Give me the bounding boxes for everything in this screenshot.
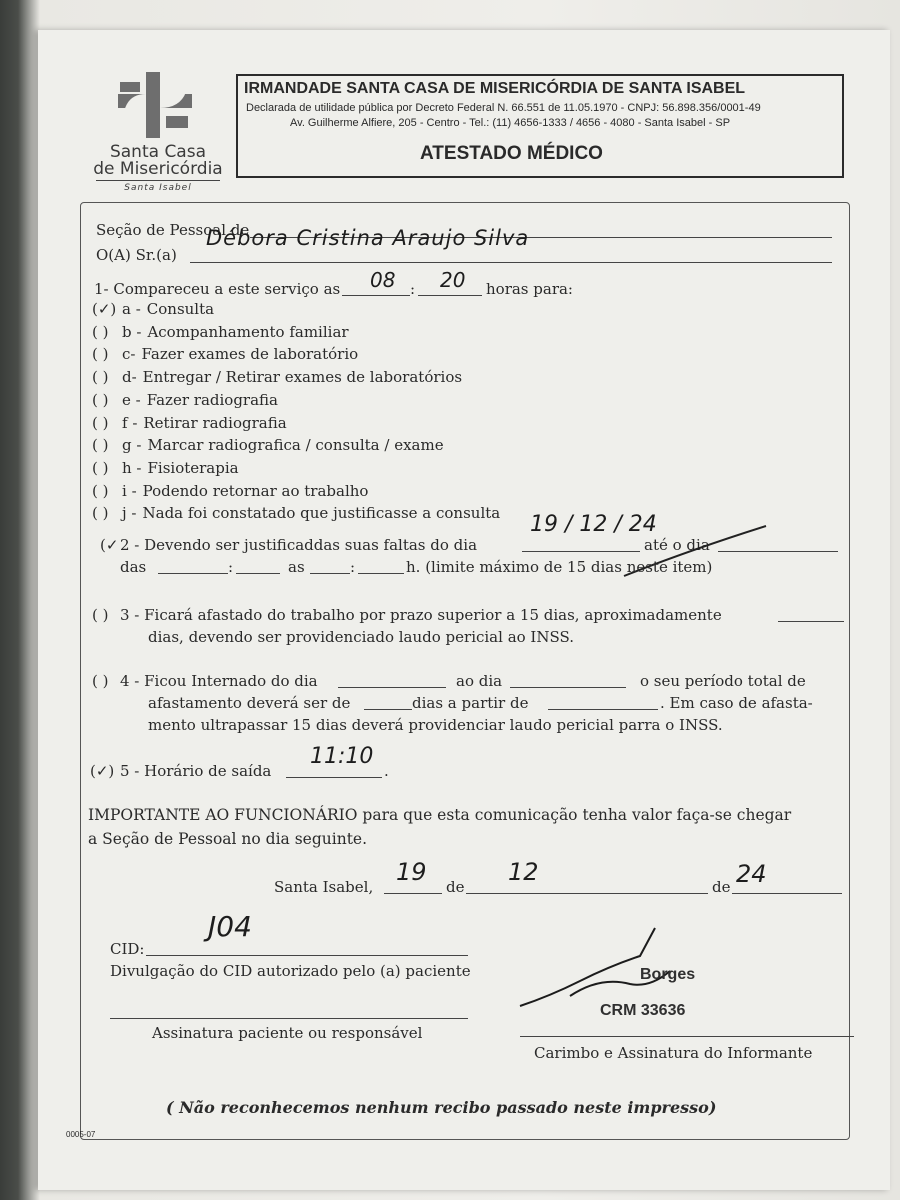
option-checkbox[interactable]: ( )	[92, 345, 109, 364]
option-checkbox[interactable]: (✓)	[92, 300, 117, 318]
minute-value: 20	[440, 268, 466, 292]
option-letter: c-	[122, 345, 136, 364]
item4-line1a: 4 - Ficou Internado do dia	[120, 672, 318, 690]
option-letter: h -	[122, 458, 142, 477]
logo-name-line1: Santa Casa	[109, 142, 207, 162]
option-row[interactable]	[92, 345, 358, 363]
option-text: Consulta	[146, 300, 215, 318]
item5-value: 11:10	[310, 744, 374, 769]
option-letter: f -	[122, 413, 138, 432]
institution-name: IRMANDADE SANTA CASA DE MISERICÓRDIA DE SANTA ISABEL	[244, 80, 746, 97]
option-row[interactable]	[92, 504, 500, 522]
option-checkbox[interactable]: ( )	[92, 481, 109, 500]
de-1: de	[446, 878, 465, 896]
option-text: Fisioterapia	[147, 458, 239, 477]
day-value: 19	[396, 858, 427, 886]
cid-label: CID:	[110, 940, 145, 958]
option-row[interactable]	[92, 323, 349, 341]
stamp-crm: CRM 33636	[600, 1002, 686, 1019]
patient-name: Débora Cristina Araujo Silva	[206, 226, 530, 250]
footer-note: ( Não reconhecemos nenhum recibo passado neste impresso)	[166, 1098, 717, 1117]
option-checkbox[interactable]: ( )	[92, 458, 109, 477]
option-text: Fazer radiografia	[146, 390, 278, 409]
informant-signature-line	[520, 1036, 854, 1037]
option-letter: g -	[122, 436, 142, 455]
form-code: 0005-07	[66, 1130, 96, 1139]
cid-note: Divulgação do CID autorizado pelo (a) paciente	[110, 962, 471, 980]
option-checkbox[interactable]: ( )	[92, 413, 109, 432]
item2-ate: até o dia	[644, 536, 710, 554]
item2-das: das	[120, 558, 147, 576]
item4-line2b: dias a partir de	[412, 694, 529, 712]
option-text: Acompanhamento familiar	[147, 322, 349, 341]
option-row[interactable]	[92, 300, 214, 318]
option-checkbox[interactable]: ( )	[92, 368, 109, 387]
option-checkbox[interactable]: ( )	[92, 322, 109, 341]
option-row[interactable]	[92, 482, 368, 500]
city-label: Santa Isabel,	[274, 878, 374, 896]
signature-patient-label: Assinatura paciente ou responsável	[152, 1024, 423, 1042]
logo-divider	[96, 180, 220, 181]
item4-line1b: ao dia	[456, 672, 503, 690]
item2-date: 19 / 12 / 24	[530, 512, 657, 537]
option-row[interactable]	[92, 436, 444, 454]
option-letter: b -	[122, 322, 142, 341]
item2-text: 2 - Devendo ser justificaddas suas faltas do dia	[120, 536, 478, 554]
importante-line2: a Seção de Pessoal no dia seguinte.	[88, 830, 368, 848]
item3-mark[interactable]: ( )	[92, 606, 109, 624]
option-letter: i -	[122, 481, 137, 500]
sr-label: O(A) Sr.(a)	[96, 246, 177, 264]
form-frame	[80, 202, 850, 1140]
option-text: Retirar radiografia	[143, 413, 287, 432]
importante-line1: IMPORTANTE AO FUNCIONÁRIO para que esta comunicação tenha valor faça-se chegar	[88, 806, 792, 824]
item1-suffix: horas para:	[486, 280, 573, 298]
item4-line1c: o seu período total de	[640, 672, 806, 690]
logo-subtitle: Santa Isabel	[124, 183, 192, 193]
option-letter: a -	[122, 300, 141, 318]
option-text: Podendo retornar ao trabalho	[142, 481, 369, 500]
item4-mark[interactable]: ( )	[92, 672, 109, 690]
year-value: 24	[736, 860, 767, 888]
sr-line	[190, 262, 832, 263]
option-checkbox[interactable]: ( )	[92, 436, 109, 455]
item2-as: as	[288, 558, 305, 576]
option-text: Nada foi constatado que justificasse a consulta	[142, 504, 501, 523]
option-row[interactable]	[92, 368, 462, 386]
logo-name-line2: de Misericórdia	[93, 159, 223, 179]
item2-limit: h. (limite máximo de 15 dias neste item)	[406, 558, 713, 576]
option-row[interactable]	[92, 391, 278, 409]
month-value: 12	[508, 858, 539, 886]
hour-value: 08	[370, 268, 396, 292]
item4-line2c: . Em caso de afasta-	[660, 694, 813, 712]
item3-line1: 3 - Ficará afastado do trabalho por prazo superior a 15 dias, aproximadamente	[120, 606, 722, 624]
item5-mark[interactable]: (✓)	[90, 762, 115, 780]
item4-line3: mento ultrapassar 15 dias deverá providenciar laudo pericial parra o INSS.	[148, 716, 723, 734]
option-row[interactable]	[92, 459, 239, 477]
option-letter: d-	[122, 368, 137, 387]
minute-line	[418, 295, 482, 296]
signature-informant-label: Carimbo e Assinatura do Informante	[534, 1044, 813, 1062]
de-2: de	[712, 878, 731, 896]
option-text: Entregar / Retirar exames de laboratórios	[142, 368, 463, 387]
option-checkbox[interactable]: ( )	[92, 390, 109, 409]
option-text: Marcar radiografica / consulta / exame	[147, 436, 444, 455]
option-letter: j -	[122, 504, 137, 523]
item4-line2a: afastamento deverá ser de	[148, 694, 351, 712]
stamp-name: Borges	[640, 966, 696, 983]
secao-label: Seção de Pessoal de	[96, 221, 250, 239]
option-checkbox[interactable]: ( )	[92, 504, 109, 523]
document-title: ATESTADO MÉDICO	[420, 143, 603, 164]
option-row[interactable]	[92, 414, 287, 432]
item5-text: 5 - Horário de saída	[120, 762, 272, 780]
santa-casa-logo-icon	[118, 72, 192, 138]
item1-prefix: 1- Compareceu a este serviço as	[94, 280, 341, 298]
hour-line	[342, 295, 410, 296]
patient-signature-line	[110, 1018, 468, 1019]
cid-value: J04	[208, 910, 252, 943]
address-text: Av. Guilherme Alfiere, 205 - Centro - Tel.: (11) 4656-1333 / 4656 - 4080 - Santa Isabel - SP	[290, 117, 731, 129]
declaration-text: Declarada de utilidade pública por Decreto Federal N. 66.551 de 11.05.1970 - CNPJ: 56.898.356/0001-49	[246, 102, 761, 114]
item2-mark[interactable]: (✓	[100, 536, 119, 554]
item3-line2: dias, devendo ser providenciado laudo pericial ao INSS.	[148, 628, 575, 646]
option-text: Fazer exames de laboratório	[141, 345, 359, 364]
option-letter: e -	[122, 390, 141, 409]
